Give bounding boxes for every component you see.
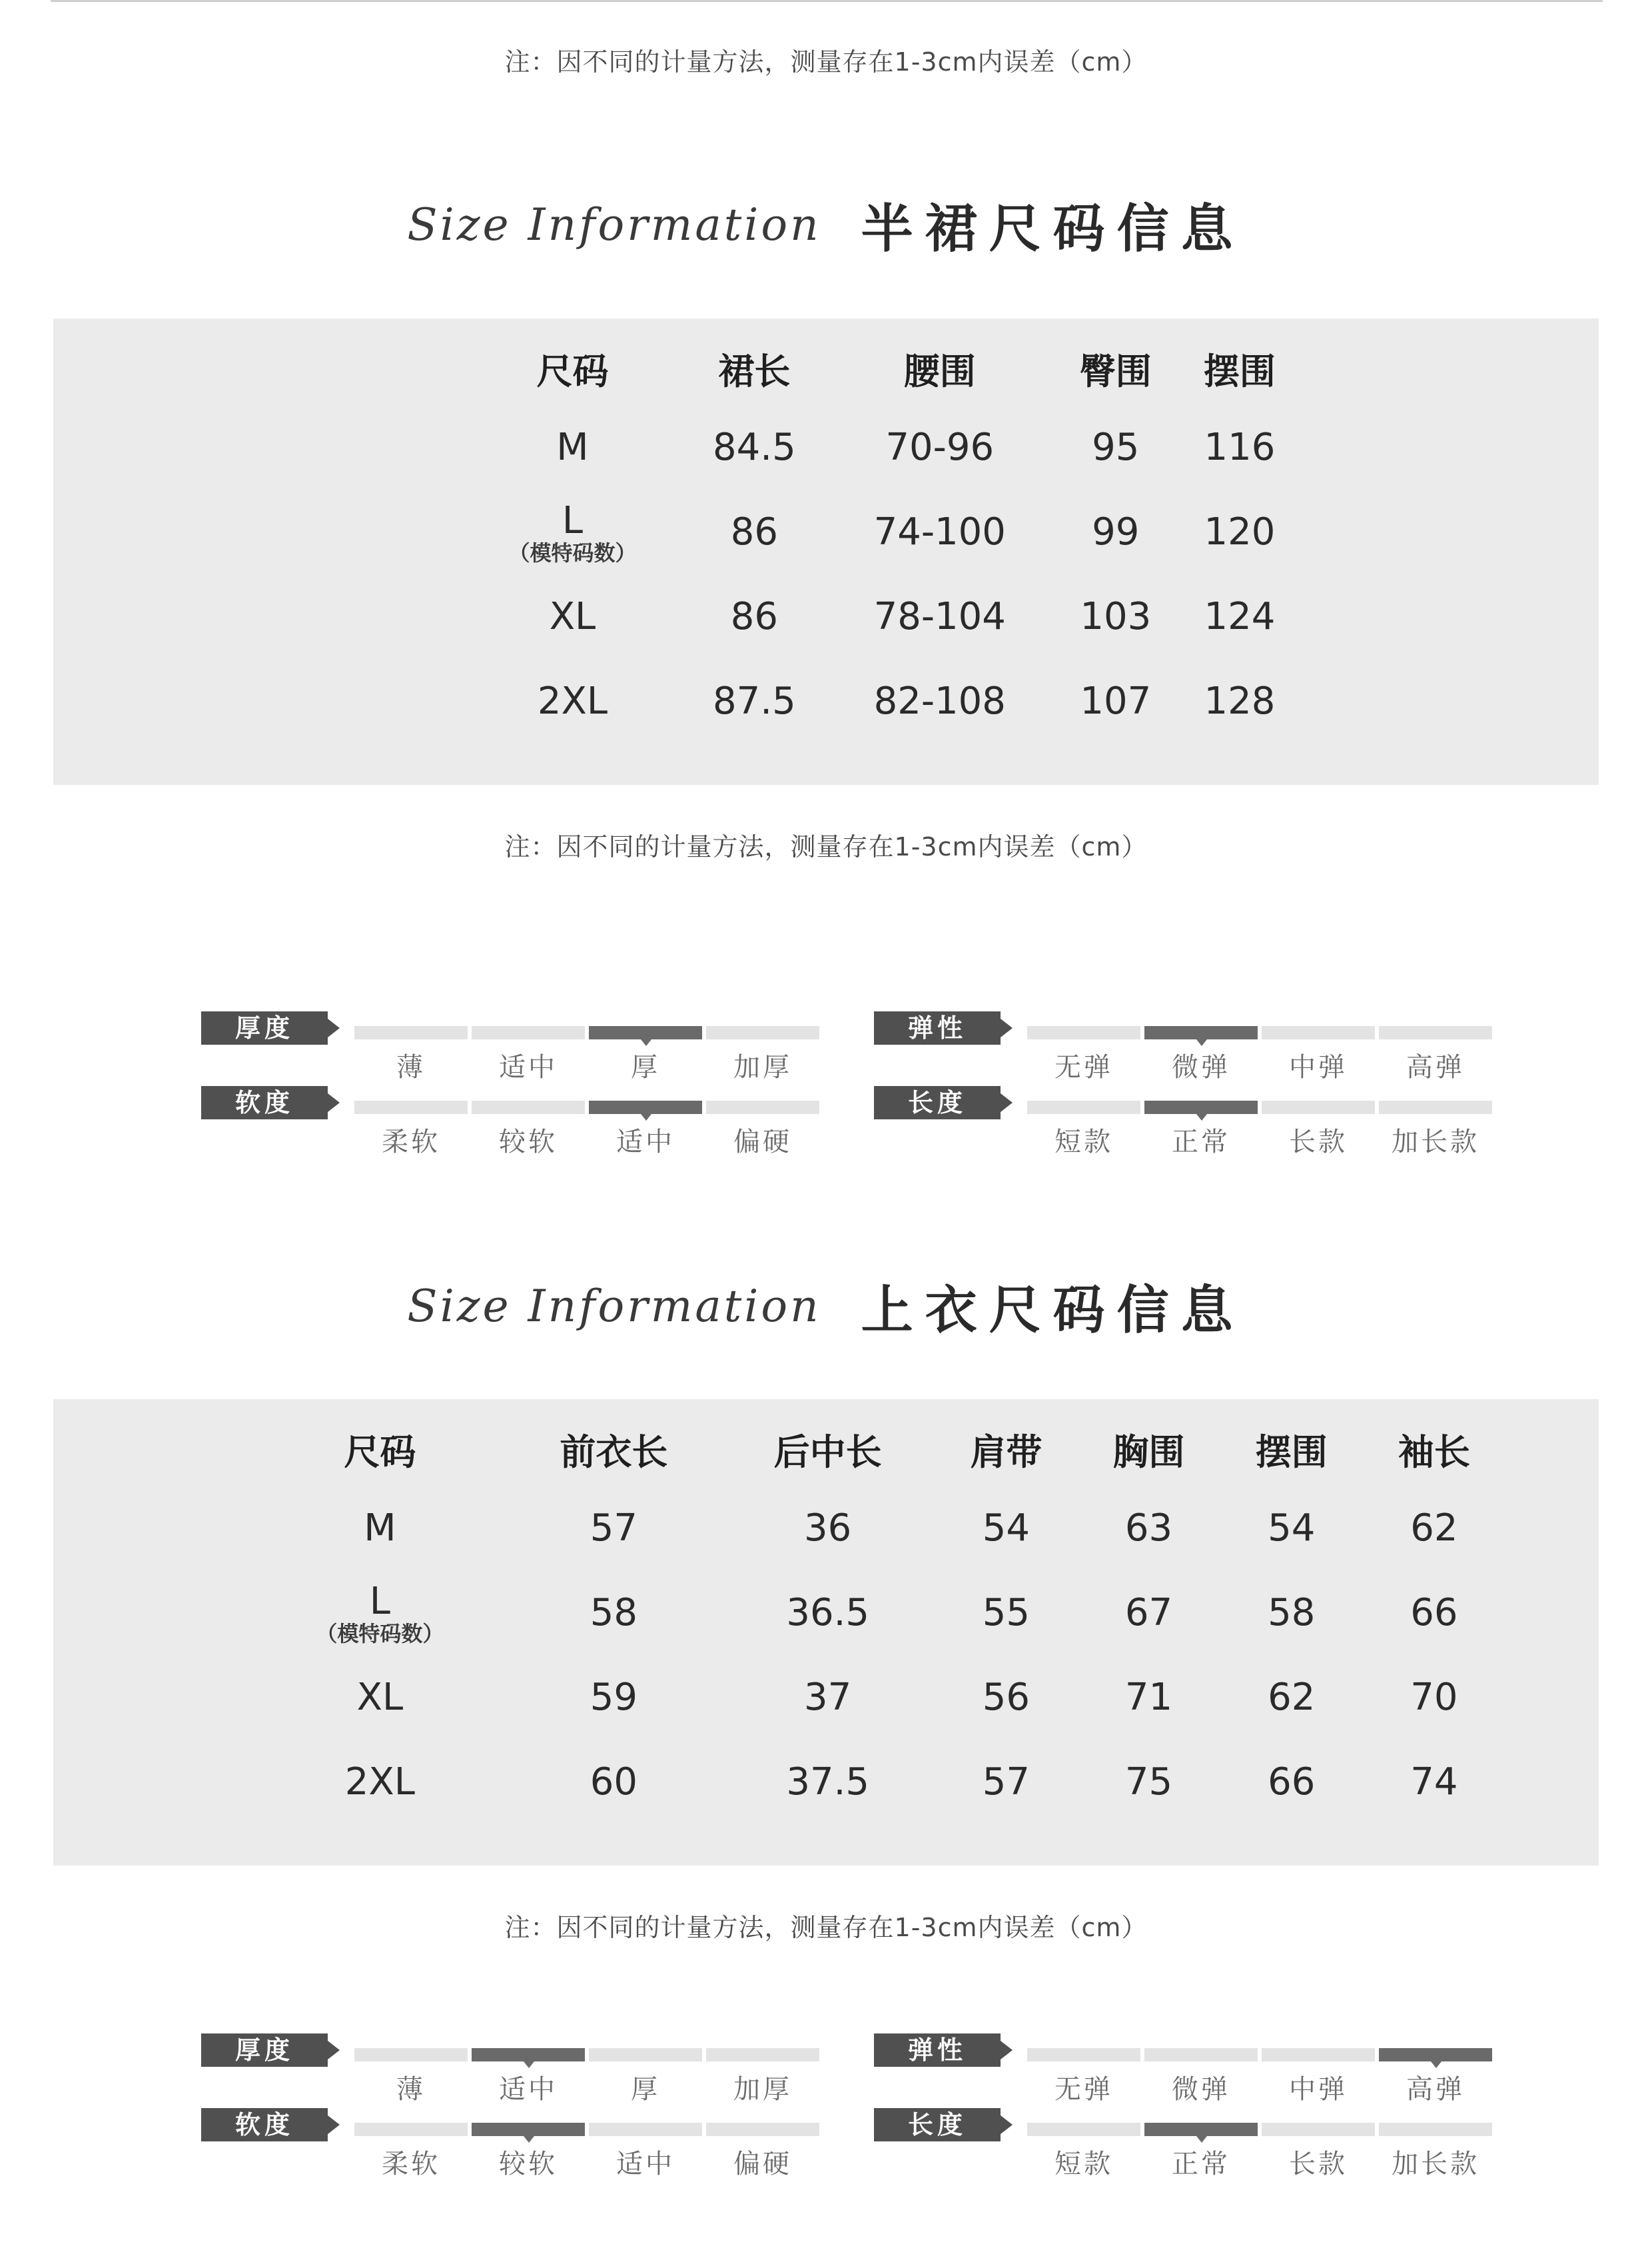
size-cell <box>462 490 683 574</box>
measurement-note-top-garment: 注：因不同的计量方法，测量存在1-3cm内误差（cm） <box>504 1913 1148 1942</box>
scale-labels <box>1027 2068 1492 2106</box>
scale-length <box>874 2108 1540 2179</box>
table-cell: 78-104 <box>873 595 1006 638</box>
top-size-table <box>253 1413 1505 1824</box>
scale-length <box>874 1086 1540 1157</box>
size-cell <box>253 1655 507 1740</box>
table-cell: 62 <box>1268 1676 1316 1719</box>
scale-labels <box>1027 2143 1492 2181</box>
scale-tag: 弹性 <box>874 2033 1001 2067</box>
header-cell: 腰围 <box>903 350 976 392</box>
size-label: L <box>562 499 584 542</box>
header-cell: 摆围 <box>1255 1430 1328 1473</box>
table-cell: 67 <box>1124 1591 1173 1634</box>
scale-bars <box>354 1101 819 1114</box>
scale-tag: 长度 <box>874 2108 1001 2141</box>
scale-bar <box>1262 1026 1375 1039</box>
skirt-script-title: Size Information <box>407 199 821 251</box>
scale-labels <box>354 2143 819 2181</box>
model-size-note: （模特码数） <box>508 540 637 566</box>
scale-bar <box>472 1101 585 1114</box>
scale-bars <box>1027 1101 1492 1114</box>
table-row <box>462 659 1302 744</box>
scale-bars <box>354 2048 819 2061</box>
scale-thickness <box>201 1011 867 1083</box>
scale-option-label: 高弹 <box>1406 1052 1465 1083</box>
table-cell: 116 <box>1204 426 1276 469</box>
scale-option-label: 长款 <box>1289 2149 1348 2179</box>
scale-bars <box>1027 2123 1492 2136</box>
scale-bar <box>354 2048 468 2061</box>
scale-labels <box>1027 1046 1492 1084</box>
scale-option-label: 偏硬 <box>733 1127 792 1157</box>
size-cell <box>253 1740 507 1824</box>
top-title-row <box>0 1256 1652 1356</box>
size-cell <box>462 659 683 744</box>
scale-bar <box>354 1101 468 1114</box>
size-label: M <box>556 426 589 469</box>
table-cell: 74-100 <box>873 510 1006 554</box>
scale-bar <box>1027 1101 1140 1114</box>
scale-bar <box>1379 1026 1492 1039</box>
size-label: 2XL <box>344 1760 415 1804</box>
table-cell: 57 <box>590 1506 638 1550</box>
table-row <box>462 490 1302 574</box>
size-cell <box>462 405 683 490</box>
scale-option-label: 微弹 <box>1172 1052 1230 1083</box>
table-cell: 86 <box>730 595 779 638</box>
scale-bar <box>472 1026 585 1039</box>
header-cell: 尺码 <box>536 350 609 392</box>
header-cell: 摆围 <box>1203 350 1276 392</box>
table-cell: 66 <box>1410 1591 1458 1634</box>
scale-option-label: 适中 <box>616 2149 675 2179</box>
scale-option-label: 加厚 <box>733 1052 792 1083</box>
scale-bar <box>589 2123 702 2136</box>
header-cell: 肩带 <box>970 1430 1042 1473</box>
table-cell: 75 <box>1124 1760 1173 1804</box>
scale-option-label: 适中 <box>499 1052 558 1083</box>
table-cell: 71 <box>1124 1676 1173 1719</box>
scale-option-label: 长款 <box>1289 1127 1348 1157</box>
scale-option-label: 柔软 <box>382 1127 440 1157</box>
scale-option-label: 薄 <box>396 2074 426 2105</box>
table-cell: 56 <box>982 1676 1030 1719</box>
table-cell: 82-108 <box>873 680 1006 723</box>
table-cell: 107 <box>1080 680 1152 723</box>
table-cell: 63 <box>1124 1506 1173 1550</box>
scale-bar <box>1262 2048 1375 2061</box>
table-header-row <box>462 332 1302 405</box>
table-cell: 36.5 <box>786 1591 869 1634</box>
size-label: XL <box>356 1676 404 1719</box>
table-cell: 55 <box>982 1591 1030 1634</box>
scale-option-label: 短款 <box>1054 1127 1113 1157</box>
skirt-size-panel <box>53 318 1599 785</box>
top-script-title: Size Information <box>407 1280 821 1332</box>
scale-bar <box>1144 2048 1258 2061</box>
scale-elasticity <box>874 2033 1540 2105</box>
header-cell: 裙长 <box>718 350 791 392</box>
scale-option-label: 柔软 <box>382 2149 440 2179</box>
scale-bar-selected <box>472 2123 585 2136</box>
size-cell <box>253 1570 507 1655</box>
table-row <box>462 574 1302 659</box>
scale-labels <box>354 1046 819 1084</box>
scale-option-label: 适中 <box>616 1127 675 1157</box>
scale-bar <box>589 2048 702 2061</box>
size-cell <box>253 1486 507 1570</box>
size-cell <box>462 574 683 659</box>
scale-labels <box>354 2068 819 2106</box>
table-cell: 36 <box>804 1506 852 1550</box>
scale-bar <box>1262 2123 1375 2136</box>
scale-bar <box>1027 2048 1140 2061</box>
scale-option-label: 较软 <box>499 2149 558 2179</box>
scale-bar-selected <box>1379 2048 1492 2061</box>
size-label: XL <box>549 595 596 638</box>
table-row <box>253 1655 1505 1740</box>
table-cell: 84.5 <box>713 426 796 469</box>
table-cell: 87.5 <box>713 680 796 723</box>
scale-bar <box>1027 2123 1140 2136</box>
scale-bars <box>1027 2048 1492 2061</box>
table-row <box>253 1486 1505 1570</box>
scale-bar <box>706 2048 819 2061</box>
table-cell: 95 <box>1092 426 1140 469</box>
scale-bars <box>354 1026 819 1039</box>
scale-option-label: 中弹 <box>1289 1052 1348 1083</box>
scale-tag: 软度 <box>201 2108 328 2141</box>
table-cell: 37.5 <box>786 1760 869 1804</box>
scale-bar <box>1379 1101 1492 1114</box>
scale-bar-selected <box>589 1101 702 1114</box>
top-divider <box>51 0 1603 2</box>
scale-option-label: 正常 <box>1172 1127 1230 1157</box>
scale-option-label: 较软 <box>499 1127 558 1157</box>
scale-option-label: 薄 <box>396 1052 426 1083</box>
table-cell: 74 <box>1410 1760 1458 1804</box>
scale-option-label: 中弹 <box>1289 2074 1348 2105</box>
table-cell: 66 <box>1268 1760 1316 1804</box>
scale-option-label: 厚 <box>631 1052 660 1083</box>
scale-bar <box>706 1026 819 1039</box>
table-cell: 70-96 <box>885 426 995 469</box>
size-label: L <box>369 1580 390 1623</box>
table-cell: 58 <box>1268 1591 1316 1634</box>
scale-option-label: 加厚 <box>733 2074 792 2105</box>
header-cell: 袖长 <box>1398 1430 1470 1473</box>
table-header-row <box>253 1413 1505 1486</box>
scale-bar <box>706 2123 819 2136</box>
scale-option-label: 微弹 <box>1172 2074 1230 2105</box>
table-cell: 120 <box>1204 510 1276 554</box>
scale-bars <box>354 2123 819 2136</box>
scale-option-label: 适中 <box>499 2074 558 2105</box>
scale-labels <box>354 1121 819 1159</box>
scale-bar <box>1262 1101 1375 1114</box>
table-cell: 62 <box>1410 1506 1458 1550</box>
scale-option-label: 无弹 <box>1054 2074 1113 2105</box>
scale-option-label: 无弹 <box>1054 1052 1113 1083</box>
header-cell: 臀围 <box>1079 350 1152 392</box>
scale-bar-selected <box>589 1026 702 1039</box>
header-cell: 尺码 <box>344 1430 416 1473</box>
scale-tag: 厚度 <box>201 1011 328 1045</box>
scale-tag: 厚度 <box>201 2033 328 2067</box>
size-label: M <box>364 1506 396 1550</box>
table-cell: 86 <box>730 510 779 554</box>
scale-tag: 软度 <box>201 1086 328 1119</box>
table-cell: 124 <box>1204 595 1276 638</box>
model-size-note: （模特码数） <box>316 1621 444 1646</box>
table-cell: 128 <box>1204 680 1276 723</box>
skirt-title: 半裙尺码信息 <box>861 199 1245 259</box>
table-cell: 54 <box>1268 1506 1316 1550</box>
table-cell: 59 <box>590 1676 638 1719</box>
skirt-title-row <box>0 175 1652 275</box>
scale-option-label: 厚 <box>631 2074 660 2105</box>
scale-bar-selected <box>1144 2123 1258 2136</box>
scale-option-label: 加长款 <box>1392 2149 1479 2179</box>
table-cell: 60 <box>590 1760 638 1804</box>
table-cell: 70 <box>1410 1676 1458 1719</box>
scale-option-label: 短款 <box>1054 2149 1113 2179</box>
scale-bar-selected <box>1144 1101 1258 1114</box>
scale-bars <box>1027 1026 1492 1039</box>
scale-softness <box>201 1086 867 1157</box>
scale-option-label: 偏硬 <box>733 2149 792 2179</box>
scale-elasticity <box>874 1011 1540 1083</box>
scale-tag: 长度 <box>874 1086 1001 1119</box>
skirt-size-table <box>462 332 1302 744</box>
table-row <box>253 1570 1505 1655</box>
header-cell: 前衣长 <box>560 1430 668 1473</box>
scale-thickness <box>201 2033 867 2105</box>
table-cell: 58 <box>590 1591 638 1634</box>
scale-bar-selected <box>1144 1026 1258 1039</box>
table-cell: 54 <box>982 1506 1030 1550</box>
top-size-panel <box>53 1399 1599 1866</box>
scale-option-label: 高弹 <box>1406 2074 1465 2105</box>
scale-bar-selected <box>472 2048 585 2061</box>
header-cell: 后中长 <box>773 1430 882 1473</box>
scale-softness <box>201 2108 867 2179</box>
size-label: 2XL <box>537 680 608 723</box>
table-cell: 103 <box>1080 595 1152 638</box>
scale-bar <box>1027 1026 1140 1039</box>
scale-bar <box>354 2123 468 2136</box>
measurement-note-skirt: 注：因不同的计量方法，测量存在1-3cm内误差（cm） <box>504 832 1148 861</box>
table-cell: 57 <box>982 1760 1030 1804</box>
table-row <box>462 405 1302 490</box>
scale-tag: 弹性 <box>874 1011 1001 1045</box>
table-cell: 99 <box>1092 510 1140 554</box>
scale-bar <box>1379 2123 1492 2136</box>
table-cell: 37 <box>804 1676 852 1719</box>
table-row <box>253 1740 1505 1824</box>
top-title: 上衣尺码信息 <box>861 1281 1245 1341</box>
scale-option-label: 加长款 <box>1392 1127 1479 1157</box>
scale-labels <box>1027 1121 1492 1159</box>
scale-bar <box>706 1101 819 1114</box>
header-cell: 胸围 <box>1112 1430 1185 1473</box>
scale-option-label: 正常 <box>1172 2149 1230 2179</box>
scale-bar <box>354 1026 468 1039</box>
measurement-note-top: 注：因不同的计量方法，测量存在1-3cm内误差（cm） <box>504 47 1148 77</box>
